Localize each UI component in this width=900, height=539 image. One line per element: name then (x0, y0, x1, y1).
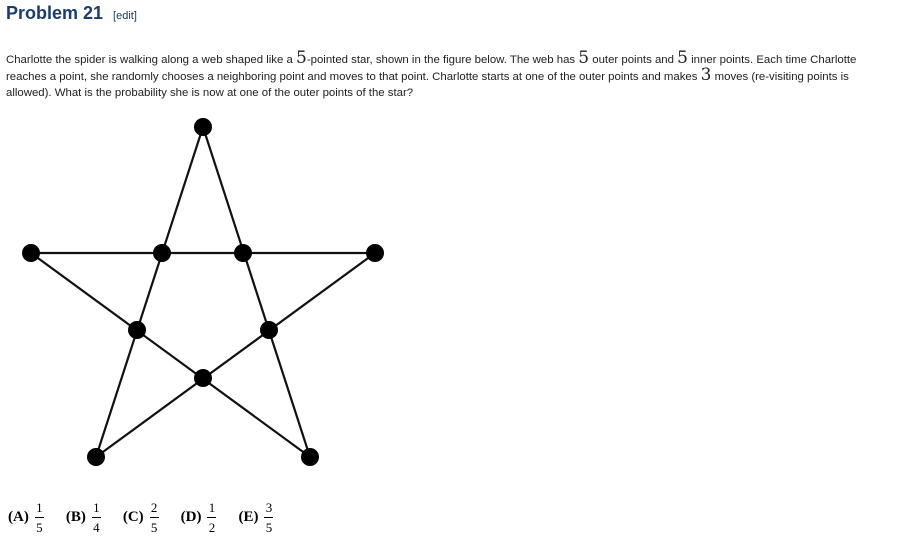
problem-title: Problem 21 (6, 3, 104, 23)
choice-d (181, 500, 217, 535)
choice-label: (A) (8, 508, 29, 525)
choice-label: (B) (65, 508, 86, 525)
denominator: 5 (36, 519, 43, 535)
inner-point (234, 244, 252, 262)
inner-point (194, 369, 212, 387)
star-edge (96, 127, 203, 457)
fraction (92, 500, 101, 535)
fraction (35, 500, 44, 535)
star-edge (96, 253, 375, 457)
choice-a (8, 500, 44, 535)
fraction-bar (92, 517, 101, 518)
problem-text-part: Charlotte the spider is walking along a web shaped like a (6, 54, 296, 66)
denominator: 5 (150, 519, 158, 535)
problem-text-part: moves (re-visiting points is allowed). What is the probability she is now at one of the outer points of the star? (6, 71, 849, 99)
denominator: 2 (208, 519, 216, 535)
star-edge (31, 253, 310, 457)
fraction (264, 500, 273, 535)
numerator: 1 (36, 499, 43, 515)
fraction-bar (264, 517, 273, 518)
fraction (150, 500, 159, 535)
problem-text-part: inner points. Each time Charlotte reaches a point, she randomly chooses a neighboring point and moves to that point. Charlotte starts at one of the outer points and makes (6, 54, 857, 83)
edit-link[interactable]: [edit] (113, 10, 137, 22)
fraction (207, 500, 216, 535)
denominator: 4 (93, 519, 100, 535)
inner-point (153, 244, 171, 262)
outer-point (366, 244, 384, 262)
outer-point (22, 244, 40, 262)
denominator: 5 (265, 519, 273, 535)
fraction-bar (207, 517, 216, 518)
outer-point (301, 448, 319, 466)
math-number: 3 (700, 65, 712, 85)
choice-label: (E) (238, 508, 259, 525)
outer-point (194, 118, 212, 136)
choice-label: (C) (122, 508, 144, 525)
choice-b (66, 500, 101, 535)
problem-text-part: outer points and (589, 54, 678, 66)
fraction-bar (35, 517, 44, 518)
numerator: 3 (265, 499, 273, 515)
inner-point (128, 321, 146, 339)
answer-choices (8, 497, 295, 537)
outer-point (87, 448, 105, 466)
math-number: 5 (296, 48, 307, 68)
math-number: 5 (578, 48, 590, 68)
numerator: 2 (150, 499, 158, 515)
fraction-bar (150, 517, 159, 518)
numerator: 1 (93, 499, 100, 515)
inner-point (260, 321, 278, 339)
problem-text-part: -pointed star, shown in the figure below. The web has (306, 54, 579, 66)
choice-e (238, 500, 273, 535)
math-number: 5 (677, 48, 688, 68)
choice-c (123, 500, 159, 535)
numerator: 1 (208, 499, 216, 515)
star-edge (203, 127, 310, 457)
choice-label: (D) (180, 508, 202, 525)
